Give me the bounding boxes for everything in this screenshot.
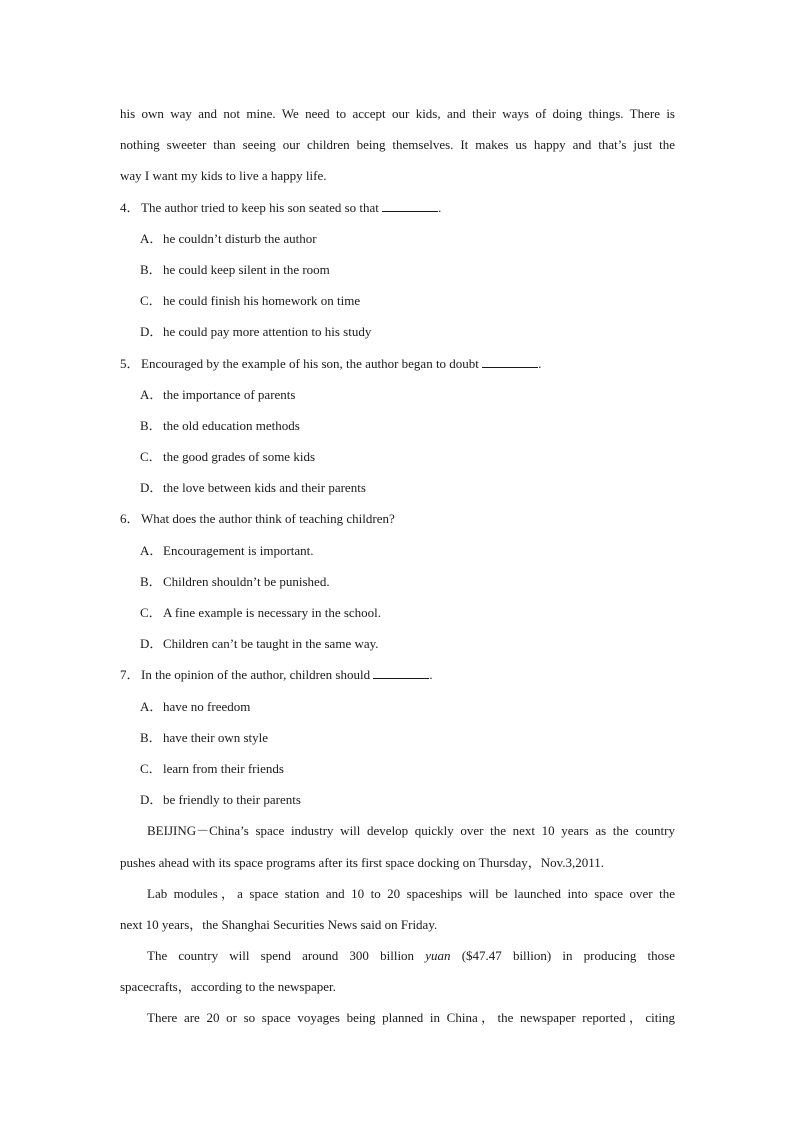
option-item: [120, 316, 675, 347]
option-item: [120, 441, 675, 472]
passage-line: nothing sweeter than seeing our children being themselves. It makes us happy and that’s just the: [120, 137, 675, 153]
option-letter: B．: [140, 417, 162, 433]
passage-text: The country will spend around 300 billion: [147, 948, 415, 964]
answer-blank: [482, 355, 538, 368]
option-item: [120, 753, 675, 784]
option-item: [120, 628, 675, 659]
option-letter: A．: [140, 698, 163, 714]
option-letter: C．: [140, 449, 162, 465]
option-text: have their own style: [163, 729, 269, 745]
option-letter: B．: [140, 573, 162, 589]
document-page: [120, 98, 675, 1034]
option-text: Children shouldn’t be punished.: [163, 573, 330, 589]
option-text: the good grades of some kids: [163, 449, 316, 465]
option-item: [120, 379, 675, 410]
option-letter: B．: [140, 261, 162, 277]
option-text: Encouragement is important.: [163, 542, 314, 558]
question-text-end: .: [438, 199, 442, 215]
option-item: [120, 784, 675, 815]
option-text: have no freedom: [163, 698, 251, 714]
question-number: 4．: [120, 199, 140, 215]
option-text: he could keep silent in the room: [163, 261, 330, 277]
option-text: the old education methods: [163, 417, 300, 433]
option-text: Children can’t be taught in the same way.: [163, 636, 379, 652]
question-text-end: .: [538, 355, 542, 371]
option-letter: D．: [140, 636, 163, 652]
question-text: Encouraged by the example of his son, the author began to doubt: [141, 355, 479, 371]
option-item: [120, 566, 675, 597]
option-item: [120, 410, 675, 441]
question-number: 6．: [120, 511, 140, 527]
option-item: [120, 722, 675, 753]
passage-line: way I want my kids to live a happy life.: [120, 168, 327, 184]
option-letter: B．: [140, 729, 162, 745]
passage-line: BEIJING－China’s space industry will develop quickly over the next 10 years as the country: [147, 823, 675, 839]
question-text-end: .: [429, 667, 433, 683]
option-text: he could pay more attention to his study: [163, 324, 372, 340]
option-letter: C．: [140, 605, 162, 620]
question-number: 7．: [120, 667, 140, 683]
passage-line: There are 20 or so space voyages being planned in China，the newspaper reported，citing: [147, 1010, 675, 1026]
option-item: [120, 285, 675, 316]
question-text: The author tried to keep his son seated so that: [141, 199, 379, 215]
option-letter: D．: [140, 792, 163, 808]
passage-line: pushes ahead with its space programs after its first space docking on Thursday，Nov.3,2011.: [120, 854, 605, 870]
option-item: [120, 597, 675, 628]
option-letter: D．: [140, 324, 163, 340]
passage-line: his own way and not mine. We need to accept our kids, and their ways of doing things. There is: [120, 106, 675, 121]
option-text: be friendly to their parents: [163, 792, 301, 808]
option-item: [120, 472, 675, 503]
currency-word: yuan: [425, 948, 451, 964]
option-letter: D．: [140, 480, 163, 496]
option-text: the love between kids and their parents: [163, 480, 366, 496]
option-text: he couldn’t disturb the author: [163, 230, 317, 246]
option-letter: C．: [140, 760, 162, 776]
passage-line: next 10 years，the Shanghai Securities News said on Friday.: [120, 916, 438, 932]
passage-text: ($47.47 billion) in producing those: [461, 948, 675, 964]
passage-line: spacecrafts，according to the newspaper.: [120, 979, 336, 995]
question-number: 5．: [120, 355, 140, 371]
question-7-stem: [120, 659, 675, 690]
option-text: the importance of parents: [163, 386, 296, 402]
option-letter: A．: [140, 386, 163, 402]
option-item: [120, 535, 675, 566]
option-letter: A．: [140, 542, 163, 558]
passage-line: Lab modules，a space station and 10 to 20 spaceships will be launched into space over the: [147, 885, 675, 901]
option-text: A fine example is necessary in the school.: [163, 605, 382, 620]
question-5-stem: [120, 348, 675, 379]
option-text: he could finish his homework on time: [163, 293, 361, 309]
question-text: What does the author think of teaching children?: [141, 511, 395, 527]
option-item: [120, 691, 675, 722]
option-letter: C．: [140, 293, 162, 309]
option-letter: A．: [140, 230, 163, 246]
option-text: learn from their friends: [163, 760, 284, 776]
answer-blank: [382, 199, 438, 212]
option-item: [120, 223, 675, 254]
question-4-stem: [120, 192, 675, 223]
answer-blank: [373, 666, 429, 679]
option-item: [120, 254, 675, 285]
question-6-stem: [120, 503, 675, 534]
question-text: In the opinion of the author, children should: [141, 667, 371, 683]
passage-line: [120, 940, 675, 971]
